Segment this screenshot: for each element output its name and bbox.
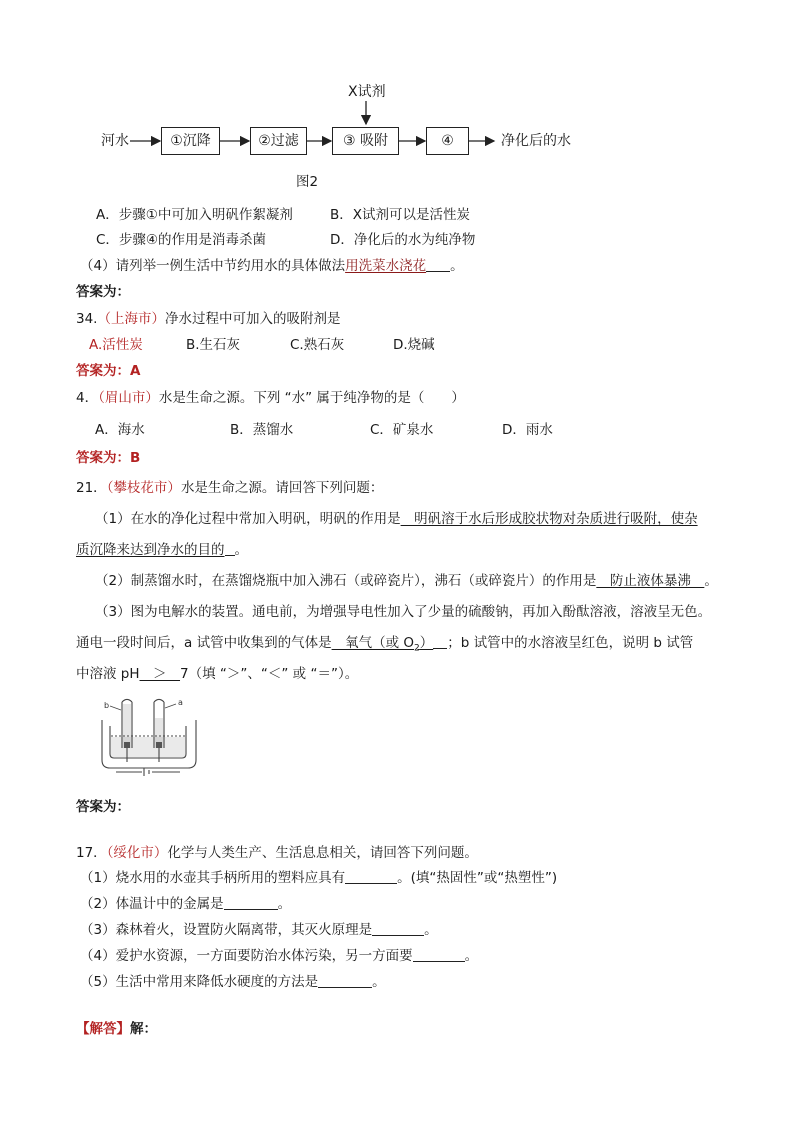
q17-part4: （4）爱护水资源，一方面要防治水体污染，另一方面要 。 [80,948,479,964]
diagram-arrows [0,0,794,200]
q34-option-a: A.活性炭 [89,337,143,353]
option-b: B．X试剂可以是活性炭 [330,207,471,223]
q21-answer-label: 答案为： [76,799,130,815]
prev-answer-label: 答案为： [76,284,130,300]
q21-p2-end: 。 [704,573,718,589]
electrolysis-apparatus-image [96,696,206,780]
step-box-4: ④ [426,127,469,155]
q17-source: （绥化市） [106,845,168,861]
sub4-end: 。 [450,258,464,274]
q34-number: 34. [76,311,98,327]
q21-p1-prefix: （1）在水的净化过程中常加入明矾，明矾的作用是 [95,511,401,527]
q21-stem [76,479,383,497]
q4-text: 水是生命之源。下列 “水” 属于纯净物的是（ ） [158,390,465,406]
q21-part3-line1: （3）图为电解水的装置。通电前，为增强导电性加入了少量的硫酸钠，再加入酚酞溶液，溶液呈无色。 [95,604,712,620]
q21-p1-answer-b: 质沉降来达到净水的目的 [76,542,225,558]
q21-p1-answer-a: 明矾溶于水后形成胶状物对杂质进行吸附，使杂 [400,511,698,527]
q17-p3-blank [372,921,424,936]
q21-part1-line2 [76,541,248,559]
result-label: 净化后的水 [501,133,571,149]
q21-p3-l2-blank [433,634,447,649]
q21-p2-prefix: （2）制蒸馏水时，在蒸馏烧瓶中加入沸石（或碎瓷片），沸石（或碎瓷片）的作用是 [95,573,597,589]
q21-part2 [95,572,718,590]
solution-tag: 【解答】 [76,1021,130,1037]
q21-p3-l2-suffix: ；b 试管中的水溶液呈红色，说明 b 试管 [447,635,694,651]
q17-p4-blank [413,947,465,962]
option-a: A．步骤①中可加入明矾作絮凝剂 [96,207,293,223]
q34-option-c: C.熟石灰 [290,337,345,353]
solution-label [76,1020,157,1038]
q21-p1-end: 。 [234,542,248,558]
q4-source: （眉山市） [98,390,159,406]
q21-p2-answer: 防止液体暴沸 [596,573,705,589]
q17-stem [76,844,478,862]
q21-p3-l3-answer: ＞ [139,666,181,682]
step-box-3: ③ 吸附 [332,127,399,155]
q21-number: 21． [76,480,107,496]
q4-option-a: A．海水 [95,422,145,438]
reagent-label: X试剂 [348,84,386,100]
sub4-prefix: （4）请列举一例生活中节约用水的具体做法 [80,258,346,274]
q17-part5: （5）生活中常用来降低水硬度的方法是 。 [80,974,386,990]
fig-label-a: a [178,698,183,707]
q4-number: 4． [76,390,99,406]
q21-p3-l3-suffix: 7（填 “＞”、“＜” 或 “＝”）。 [180,666,359,682]
sub4-answer: 用洗菜水浇花 [345,258,427,274]
q4-option-b: B．蒸馏水 [230,422,294,438]
q17-part2: （2）体温计中的金属是 。 [80,896,292,912]
q21-part3-line3 [76,665,358,683]
q21-p3-l3-prefix: 中溶液 pH [76,666,140,682]
q34-option-b: B.生石灰 [186,337,241,353]
source-label: 河水 [101,133,129,149]
q17-p2-blank [224,895,278,910]
step-box-2: ②过滤 [250,127,307,155]
q17-number: 17． [76,845,107,861]
fig-label-b: b [104,701,110,710]
q17-part1: （1）烧水用的水壶其手柄所用的塑料应具有 。(填“热固性”或“热塑性”) [80,870,558,886]
option-d: D．净化后的水为纯净物 [330,232,476,248]
q4-answer: 答案为：B [76,450,141,466]
q21-source: （攀枝花市） [106,480,181,496]
step-box-1: ①沉降 [161,127,220,155]
q17-part3: （3）森林着火，设置防火隔离带，其灭火原理是 。 [80,922,438,938]
q4-option-d: D．雨水 [502,422,553,438]
sub4-blank [426,257,450,272]
q17-text: 化学与人类生产、生活息息相关，请回答下列问题。 [167,845,478,861]
q34-stem [76,310,340,328]
q21-part3-line2 [76,634,693,658]
electrolysis-figure [96,696,206,780]
q21-p3-l2-answer: 氧气（或 $O_2$） [331,635,434,654]
q34-option-d: D.烧碱 [393,337,435,353]
option-c: C．步骤④的作用是消毒杀菌 [96,232,267,248]
q34-source: （上海市） [97,311,165,327]
q21-part1-line1 [95,510,698,528]
q4-stem [76,389,465,407]
q17-p5-blank [318,973,372,988]
q21-text: 水是生命之源。请回答下列问题： [180,480,384,496]
q17-p1-blank [345,869,397,884]
q4-option-c: C．矿泉水 [370,422,434,438]
q34-text: 净水过程中可加入的吸附剂是 [164,311,341,327]
q21-p1-blank [225,541,235,556]
sub-question-4 [80,257,464,275]
figure-caption: 图2 [296,174,319,190]
solution-text: 解： [130,1021,157,1037]
q34-answer: 答案为：A [76,363,141,379]
q21-p3-l2-prefix: 通电一段时间后，a 试管中收集到的气体是 [76,635,332,651]
